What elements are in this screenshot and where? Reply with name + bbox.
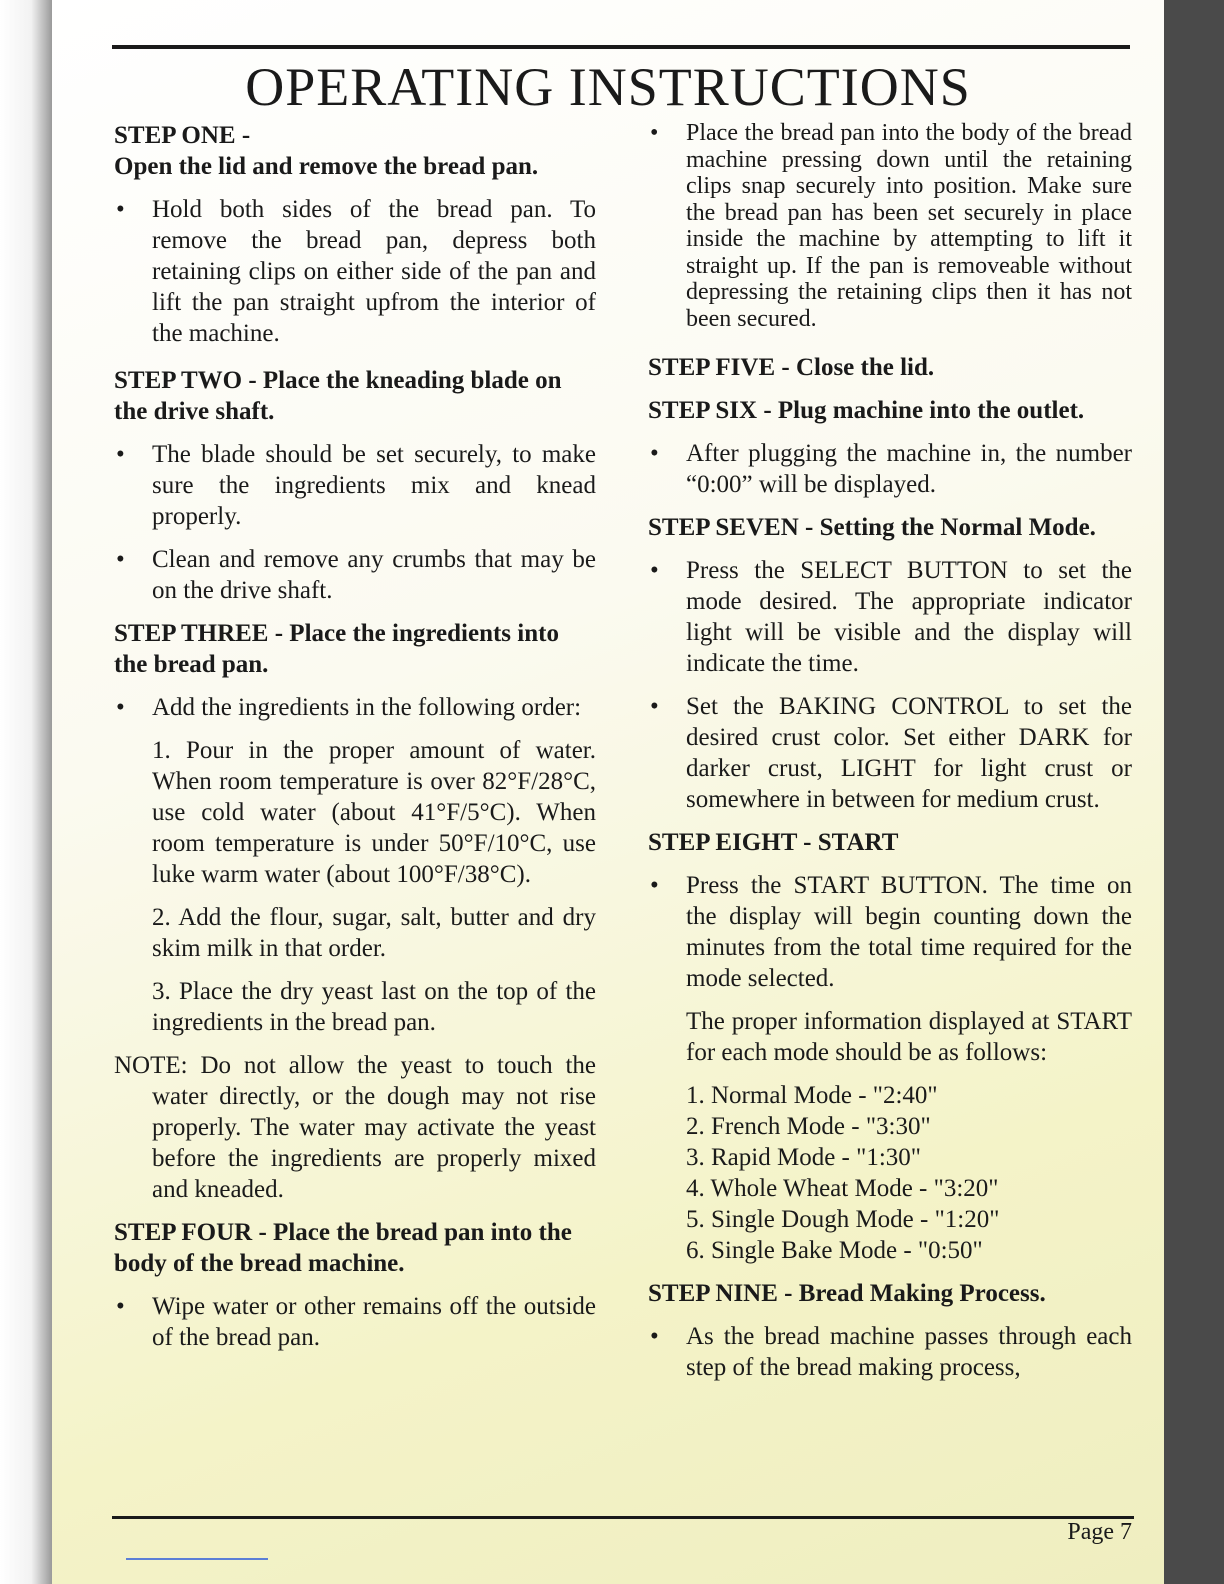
bullet-text: As the bread machine passes through each step of the bread making process, xyxy=(686,1323,1132,1381)
step-one-subtitle: Open the lid and remove the bread pan. xyxy=(114,153,539,180)
mode-item-rapid: 3. Rapid Mode - "1:30" xyxy=(686,1144,921,1171)
step-one-bullet xyxy=(114,194,596,349)
bullet-icon: • xyxy=(650,557,659,584)
bullet-text: Hold both sides of the bread pan. To remove the bread pan, depress both retaining clips on either side of the pan and lift the pan straight upfrom the interior of the machine. xyxy=(152,196,596,347)
bullet-text: Clean and remove any crumbs that may be on the drive shaft. xyxy=(152,546,596,604)
bullet-icon: • xyxy=(650,1323,659,1350)
bullet-icon: • xyxy=(116,546,125,573)
bullet-icon: • xyxy=(116,441,125,468)
bullet-icon: • xyxy=(650,693,659,720)
right-column xyxy=(648,120,1132,1395)
bullet-icon: • xyxy=(116,694,125,721)
step-nine-bullet xyxy=(648,1321,1132,1383)
bullet-text: Press the START BUTTON. The time on the display will begin counting down the minutes from the total time required for the mode selected. xyxy=(686,872,1132,992)
bullet-icon: • xyxy=(650,872,659,899)
bullet-text: Press the SELECT BUTTON to set the mode desired. The appropriate indicator light will be visible and the display will indicate the time. xyxy=(686,557,1132,677)
mode-list xyxy=(648,1080,1132,1266)
step-two-bullet-2 xyxy=(114,544,596,606)
bottom-rule xyxy=(112,1516,1134,1519)
step-eight-bullet xyxy=(648,870,1132,994)
document-page xyxy=(52,0,1164,1584)
ingredient-step-3: 3. Place the dry yeast last on the top of the ingredients in the bread pan. xyxy=(152,978,596,1036)
ingredient-step-1: 1. Pour in the proper amount of water. When room temperature is over 82°F/28°C, use cold water (about 41°F/5°C). When room temperature is under 50°F/10°C, use luke warm water (about 100°F/38°C). xyxy=(152,737,596,888)
left-column xyxy=(114,120,596,1365)
ingredient-step-2: 2. Add the flour, sugar, salt, butter and dry skim milk in that order. xyxy=(152,904,596,962)
step-two-title: STEP TWO - Place the kneading blade on the drive shaft. xyxy=(114,367,562,425)
bullet-text: The blade should be set securely, to make sure the ingredients mix and knead properly. xyxy=(152,441,596,530)
blue-mark-line xyxy=(126,1558,268,1560)
page-edge-shadow xyxy=(0,0,52,1584)
step-four-bullet-2 xyxy=(648,120,1132,332)
bullet-text: Add the ingredients in the following order: xyxy=(152,694,582,721)
page-number: Page 7 xyxy=(1067,1519,1132,1545)
step-three-title: STEP THREE - Place the ingredients into the bread pan. xyxy=(114,620,559,678)
bullet-icon: • xyxy=(116,196,125,223)
step-three-bullet xyxy=(114,692,596,723)
mode-item-single-dough: 5. Single Dough Mode - "1:20" xyxy=(686,1206,1000,1233)
mode-item-single-bake: 6. Single Bake Mode - "0:50" xyxy=(686,1237,983,1264)
page-title: OPERATING INSTRUCTIONS xyxy=(245,57,971,117)
step-six-title: STEP SIX - Plug machine into the outlet. xyxy=(648,397,1085,424)
step-eight-title: STEP EIGHT - START xyxy=(648,829,899,856)
step-eight-paragraph: The proper information displayed at START for each mode should be as follows: xyxy=(686,1008,1132,1066)
step-five-title: STEP FIVE - Close the lid. xyxy=(648,354,935,381)
step-seven-bullet-1 xyxy=(648,555,1132,679)
step-seven-title: STEP SEVEN - Setting the Normal Mode. xyxy=(648,514,1096,541)
mode-item-french: 2. French Mode - "3:30" xyxy=(686,1113,931,1140)
bullet-icon: • xyxy=(650,440,659,467)
step-one-title: STEP ONE - xyxy=(114,122,251,149)
bullet-text: Place the bread pan into the body of the bread machine pressing down until the retaining clips snap securely into position. Make sure the bread pan has been set securely in place inside the machine by attempting to lift it straight up. If the pan is removeable without depressing the retaining clips then it has not been secured. xyxy=(686,120,1132,332)
bullet-icon: • xyxy=(650,120,659,146)
mode-item-whole-wheat: 4. Whole Wheat Mode - "3:20" xyxy=(686,1175,999,1202)
step-nine-title: STEP NINE - Bread Making Process. xyxy=(648,1280,1046,1307)
step-two-bullet-1 xyxy=(114,439,596,532)
bullet-icon: • xyxy=(116,1293,125,1320)
mode-item-normal: 1. Normal Mode - "2:40" xyxy=(686,1082,938,1109)
step-six-bullet xyxy=(648,438,1132,500)
top-rule xyxy=(112,45,1130,49)
bullet-text: Wipe water or other remains off the outside of the bread pan. xyxy=(152,1293,596,1351)
bullet-text: Set the BAKING CONTROL to set the desired crust color. Set either DARK for darker crust, LIGHT for light crust or somewhere in between for medium crust. xyxy=(686,693,1132,813)
step-four-bullet-1 xyxy=(114,1291,596,1353)
step-seven-bullet-2 xyxy=(648,691,1132,815)
step-four-title: STEP FOUR - Place the bread pan into the body of the bread machine. xyxy=(114,1219,572,1277)
note-paragraph: NOTE: Do not allow the yeast to touch the water directly, or the dough may not rise properly. The water may activate the yeast before the ingredients are properly mixed and kneaded. xyxy=(114,1052,596,1203)
bullet-text: After plugging the machine in, the number “0:00” will be displayed. xyxy=(686,440,1132,498)
